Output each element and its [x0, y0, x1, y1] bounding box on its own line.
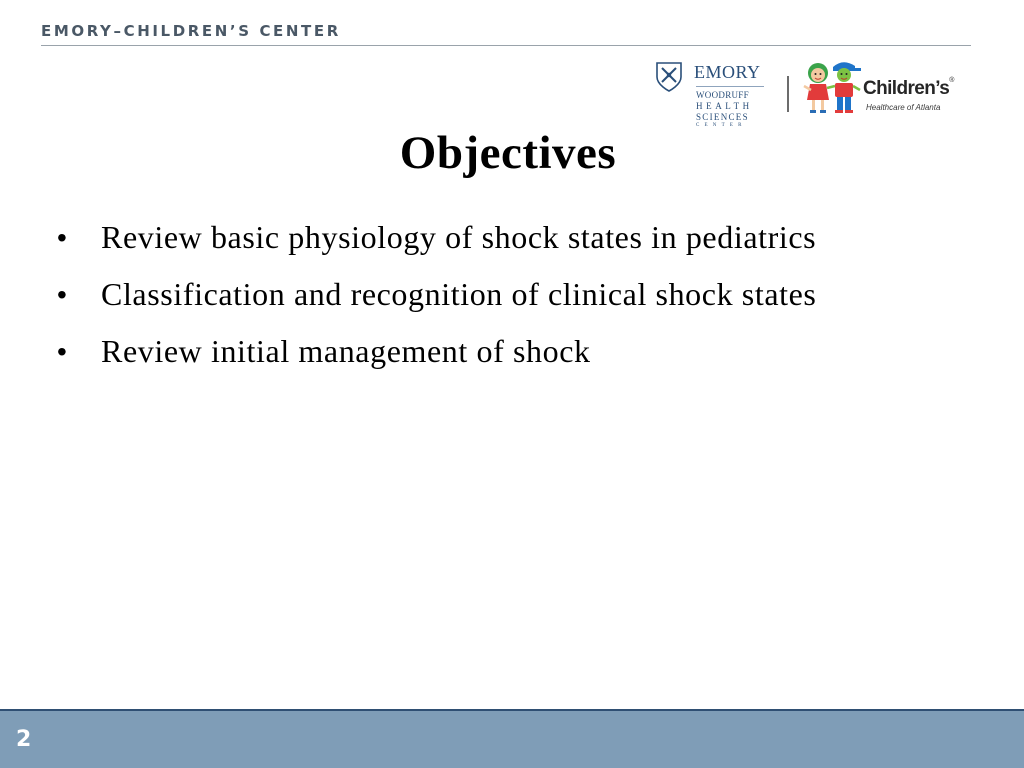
org-header: EMORY–CHILDREN’S CENTER: [41, 22, 341, 40]
registered-mark: ®: [949, 77, 954, 84]
emory-logo-rule: [696, 86, 764, 87]
emory-subline: CENTER: [696, 123, 747, 128]
list-item: [57, 271, 897, 318]
emory-wordmark: EMORY: [694, 62, 761, 82]
childrens-logo: [800, 60, 980, 120]
bullet-icon: •: [57, 279, 68, 310]
footer-band: [0, 709, 1024, 768]
emory-subline: WOODRUFF: [696, 90, 749, 100]
objectives-list: [57, 214, 897, 385]
list-item-text: Review initial management of shock: [101, 333, 591, 369]
page-number: 2: [16, 727, 32, 752]
emory-subline: HEALTH: [696, 101, 753, 111]
slide-title: Objectives: [399, 127, 617, 179]
childrens-kids-icon: [800, 60, 864, 114]
bullet-icon: •: [57, 336, 68, 367]
emory-subline: SCIENCES: [696, 112, 749, 122]
list-item: [57, 328, 897, 375]
childrens-tagline: Healthcare of Atlanta: [866, 103, 941, 112]
childrens-wordmark: Children’s®: [863, 77, 954, 99]
list-item-text: Classification and recognition of clinical shock states: [101, 276, 817, 312]
list-item: [57, 214, 897, 261]
logo-divider: [787, 76, 789, 112]
emory-shield-icon: [656, 62, 682, 92]
header-divider: [41, 45, 971, 46]
list-item-text: Review basic physiology of shock states in pediatrics: [101, 219, 817, 255]
bullet-icon: •: [57, 222, 68, 253]
emory-logo: [652, 60, 770, 132]
